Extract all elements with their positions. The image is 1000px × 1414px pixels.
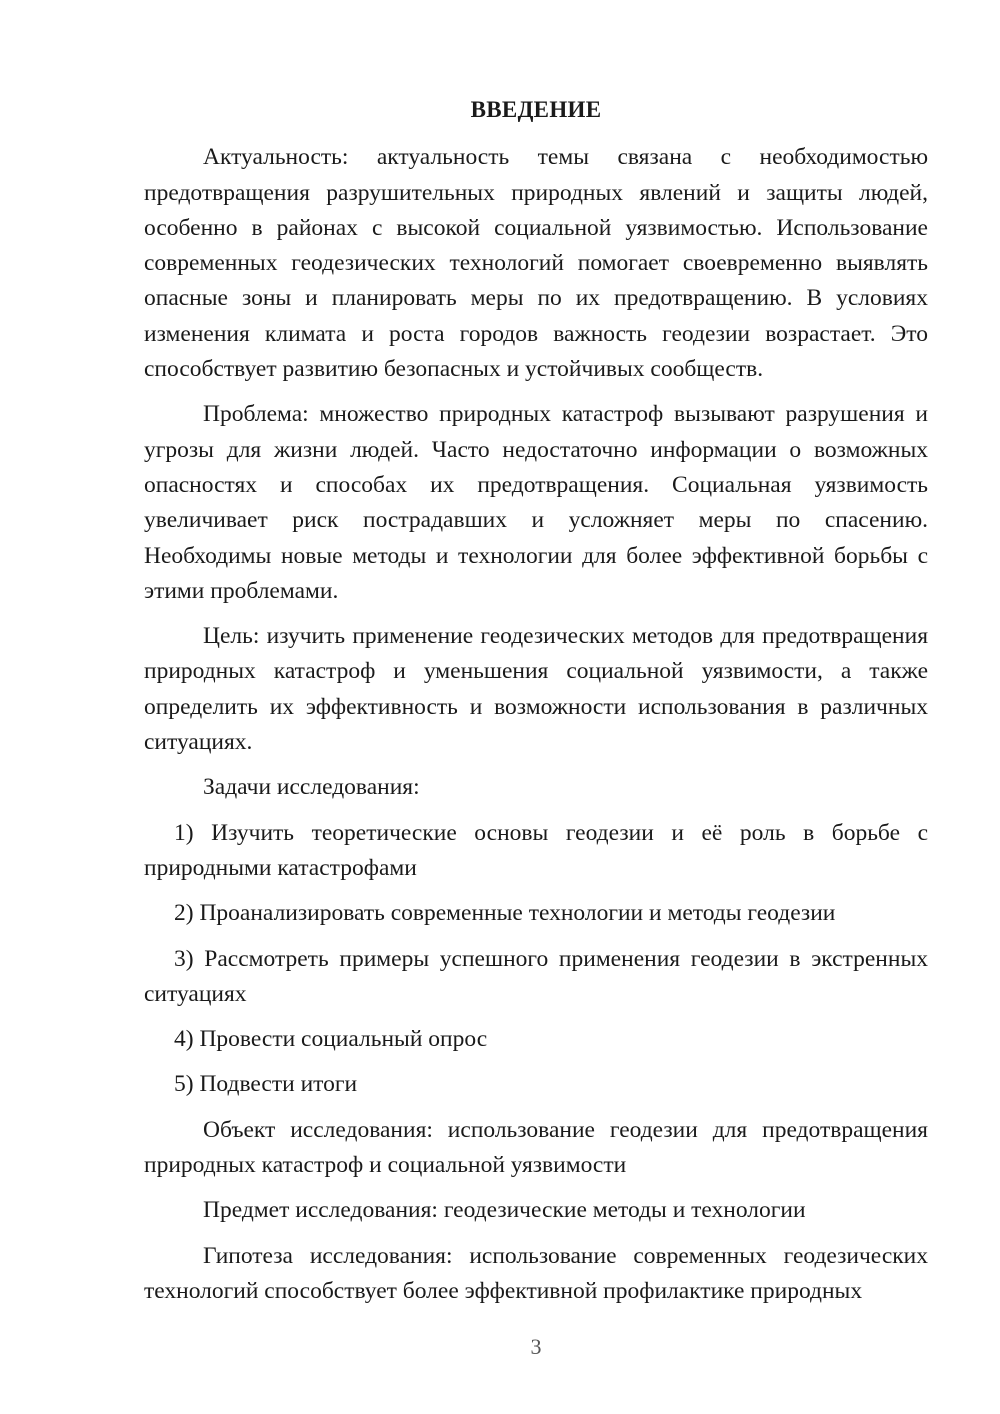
tasks-heading: Задачи исследования: (203, 774, 420, 801)
page-number: 3 (530, 1334, 542, 1359)
page-content (144, 92, 928, 1319)
paragraph-relevance: Актуальность: актуальность темы связана с необходимостью предотвращения разрушительных природных явлений и защиты людей, особенно в районах с высокой социальной уязвимостью. Использование современных геодезических технологий помогает своевременно выявлять опасные зоны и планировать меры по их предотвращению. В условиях изменения климата и роста городов важность геодезии возрастает. Это способствует развитию безопасных и устойчивых сообществ. (144, 144, 928, 383)
page-title: ВВЕДЕНИЕ (470, 97, 602, 122)
paragraph-problem: Проблема: множество природных катастроф вызывают разрушения и угрозы для жизни людей. Часто недостаточно информации о возможных опасностях и способах их предотвращения. Социальная уязвимость увеличивает риск пострадавших и усложняет меры по спасению. Необходимы новые методы и технологии для более эффективной борьбы с этими проблемами. (144, 401, 928, 604)
paragraph-goal: Цель: изучить применение геодезических методов для предотвращения природных катастроф и уменьшения социальной уязвимости, а также определить их эффективность и возможности использования в различных ситуациях. (144, 623, 928, 756)
paragraph-hypothesis: Гипотеза исследования: использование современных геодезических технологий способствует более эффективной профилактике природных (144, 1242, 928, 1304)
paragraph-object: Объект исследования: использование геодезии для предотвращения природных катастроф и социальной уязвимости (144, 1116, 928, 1179)
task-item: 5) Подвести итоги (174, 1071, 358, 1098)
task-item: 3) Рассмотреть примеры успешного применения геодезии в экстренных ситуациях (144, 945, 928, 1007)
tasks-list (144, 816, 928, 1103)
task-item: 2) Проанализировать современные технологии и методы геодезии (174, 900, 836, 927)
task-item: 1) Изучить теоретические основы геодезии и её роль в борьбе с природными катастрофами (144, 819, 928, 881)
task-item: 4) Провести социальный опрос (174, 1026, 488, 1053)
paragraph-subject: Предмет исследования: геодезические методы и технологии (203, 1197, 806, 1224)
